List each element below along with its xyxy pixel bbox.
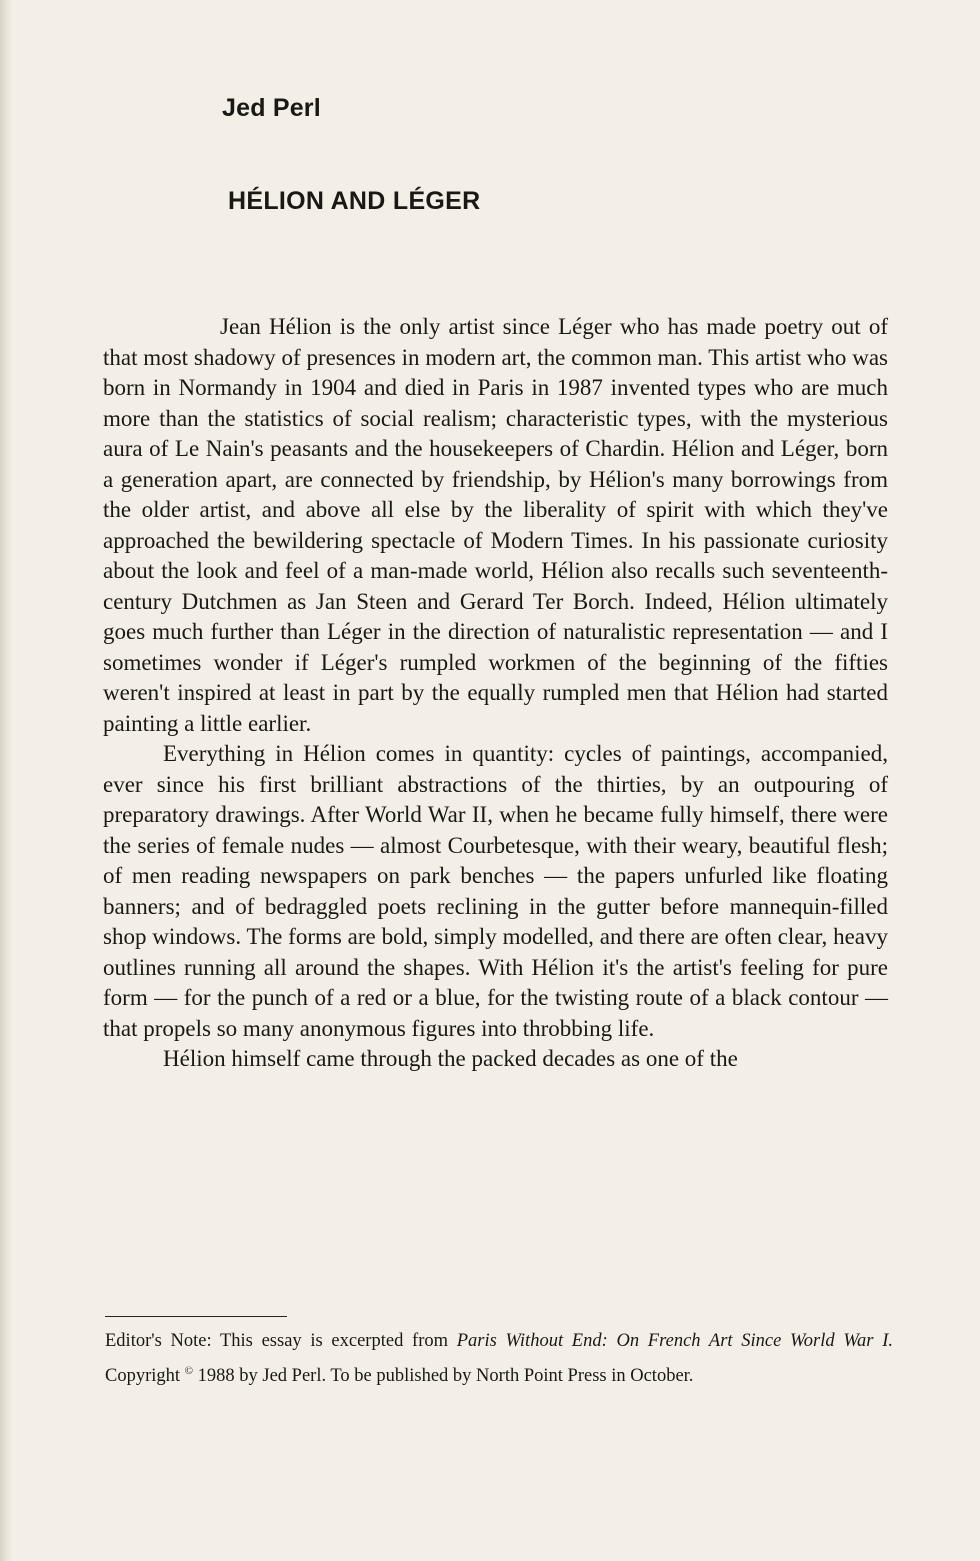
- footnote-book-title: Paris Without End: On French Art Since World War I.: [456, 1331, 893, 1351]
- copyright-symbol: ©: [184, 1365, 194, 1377]
- article-body: [103, 312, 888, 1075]
- paragraph-2: Everything in Hélion comes in quantity: cycles of paintings, accompanied, ever since his first brilliant abstractions of the thirties, by an outpouring of preparatory drawings. After World War II, when he became fully himself, there were the series of female nudes — almost Courbetesque, with their weary, beautiful flesh; of men reading newspapers on park benches — the papers unfurled like floating banners; and of bedraggled poets reclining in the gutter before mannequin-filled shop windows. The forms are bold, simply modelled, and there are often clear, heavy outlines running all around the shapes. With Hélion it's the artist's feeling for pure form — for the punch of a red or a blue, for the twisting route of a black contour — that propels so many anonymous figures into throbbing life.: [103, 741, 888, 1041]
- footnote-suffix: 1988 by Jed Perl. To be published by North Point Press in October.: [193, 1366, 694, 1387]
- page-gutter-shadow: [0, 0, 12, 1561]
- author-name: Jed Perl: [222, 94, 321, 122]
- editors-note: [105, 1326, 893, 1391]
- footnote-copyright-word: Copyright: [105, 1366, 185, 1387]
- footnote-prefix: Editor's Note: This essay is excerpted from: [105, 1331, 457, 1351]
- footnote-divider: [105, 1316, 287, 1317]
- paragraph-1: Jean Hélion is the only artist since Léger who has made poetry out of that most shadowy of presences in modern art, the common man. This artist who was born in Normandy in 1904 and died in Paris in 1987 invented types who are much more than the statistics of social realism; characteristic types, with the mysterious aura of Le Nain's peasants and the housekeepers of Chardin. Hélion and Léger, born a generation apart, are connected by friendship, by Hélion's many borrowings from the older artist, and above all else by the liberality of spirit with which they've approached the bewildering spectacle of Modern Times. In his passionate curiosity about the look and feel of a man-made world, Hélion also recalls such seventeenth-century Dutchmen as Jan Steen and Gerard Ter Borch. Indeed, Hélion ultimately goes much further than Léger in the direction of naturalistic representation — and I sometimes wonder if Léger's rumpled workmen of the beginning of the fifties weren't inspired at least in part by the equally rumpled men that Hélion had started painting a little earlier.: [103, 314, 888, 736]
- paragraph-3: Hélion himself came through the packed decades as one of the: [163, 1046, 738, 1071]
- article-title: HÉLION AND LÉGER: [228, 187, 481, 215]
